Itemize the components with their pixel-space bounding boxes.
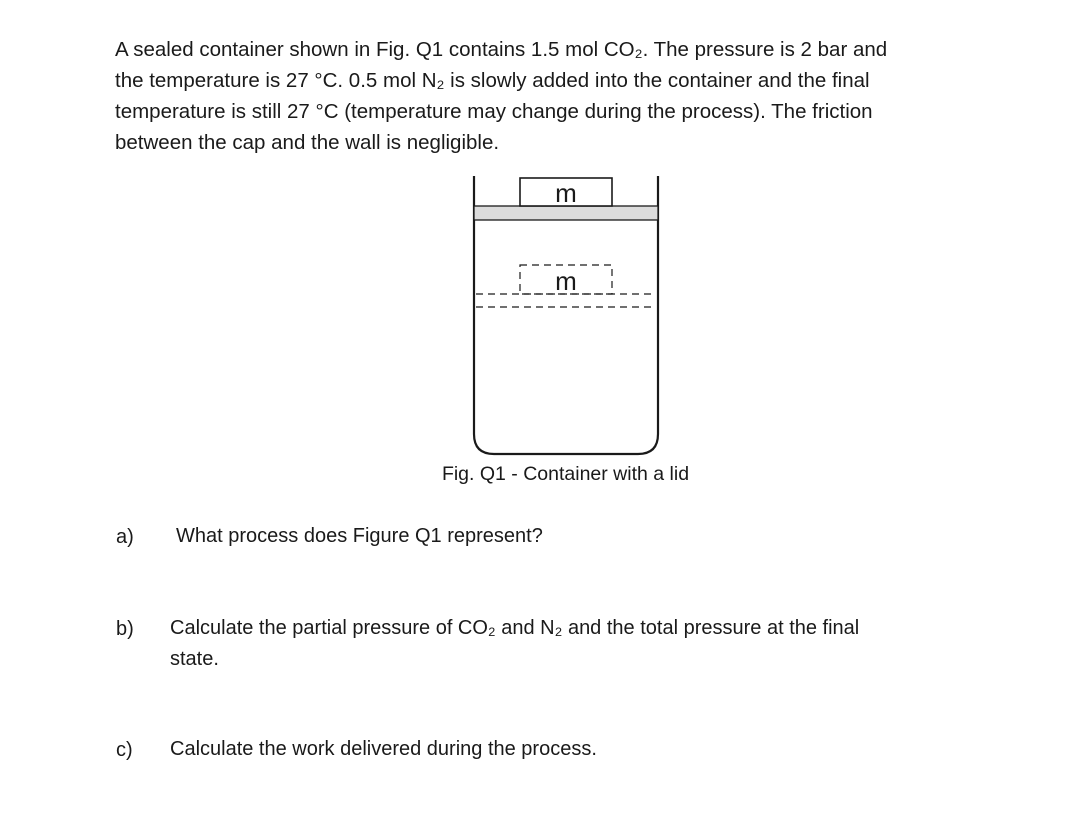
question-b-line-2: state. [170, 648, 219, 670]
question-c-label: c) [116, 739, 133, 761]
question-b-label: b) [116, 618, 134, 640]
problem-line-1: A sealed container shown in Fig. Q1 contains 1.5 mol CO₂. The pressure is 2 bar and [115, 38, 888, 61]
problem-line-3: temperature is still 27 °C (temperature may change during the process). The friction [115, 100, 873, 123]
container-figure [468, 172, 664, 458]
lid-final [474, 206, 658, 220]
question-a-label: a) [116, 526, 134, 548]
problem-line-4: between the cap and the wall is negligible. [115, 131, 500, 154]
problem-line-2: the temperature is 27 °C. 0.5 mol N₂ is slowly added into the container and the final [115, 69, 870, 92]
question-a-text: What process does Figure Q1 represent? [176, 525, 543, 547]
question-c-text: Calculate the work delivered during the process. [170, 738, 597, 760]
problem-statement [115, 34, 995, 158]
question-b-line-1: Calculate the partial pressure of CO₂ and N₂ and the total pressure at the final [170, 617, 860, 639]
figure-caption: Fig. Q1 - Container with a lid [441, 463, 690, 485]
mass-label-final: m [555, 178, 577, 208]
mass-label-initial: m [555, 266, 577, 296]
question-b-text [170, 613, 1000, 675]
